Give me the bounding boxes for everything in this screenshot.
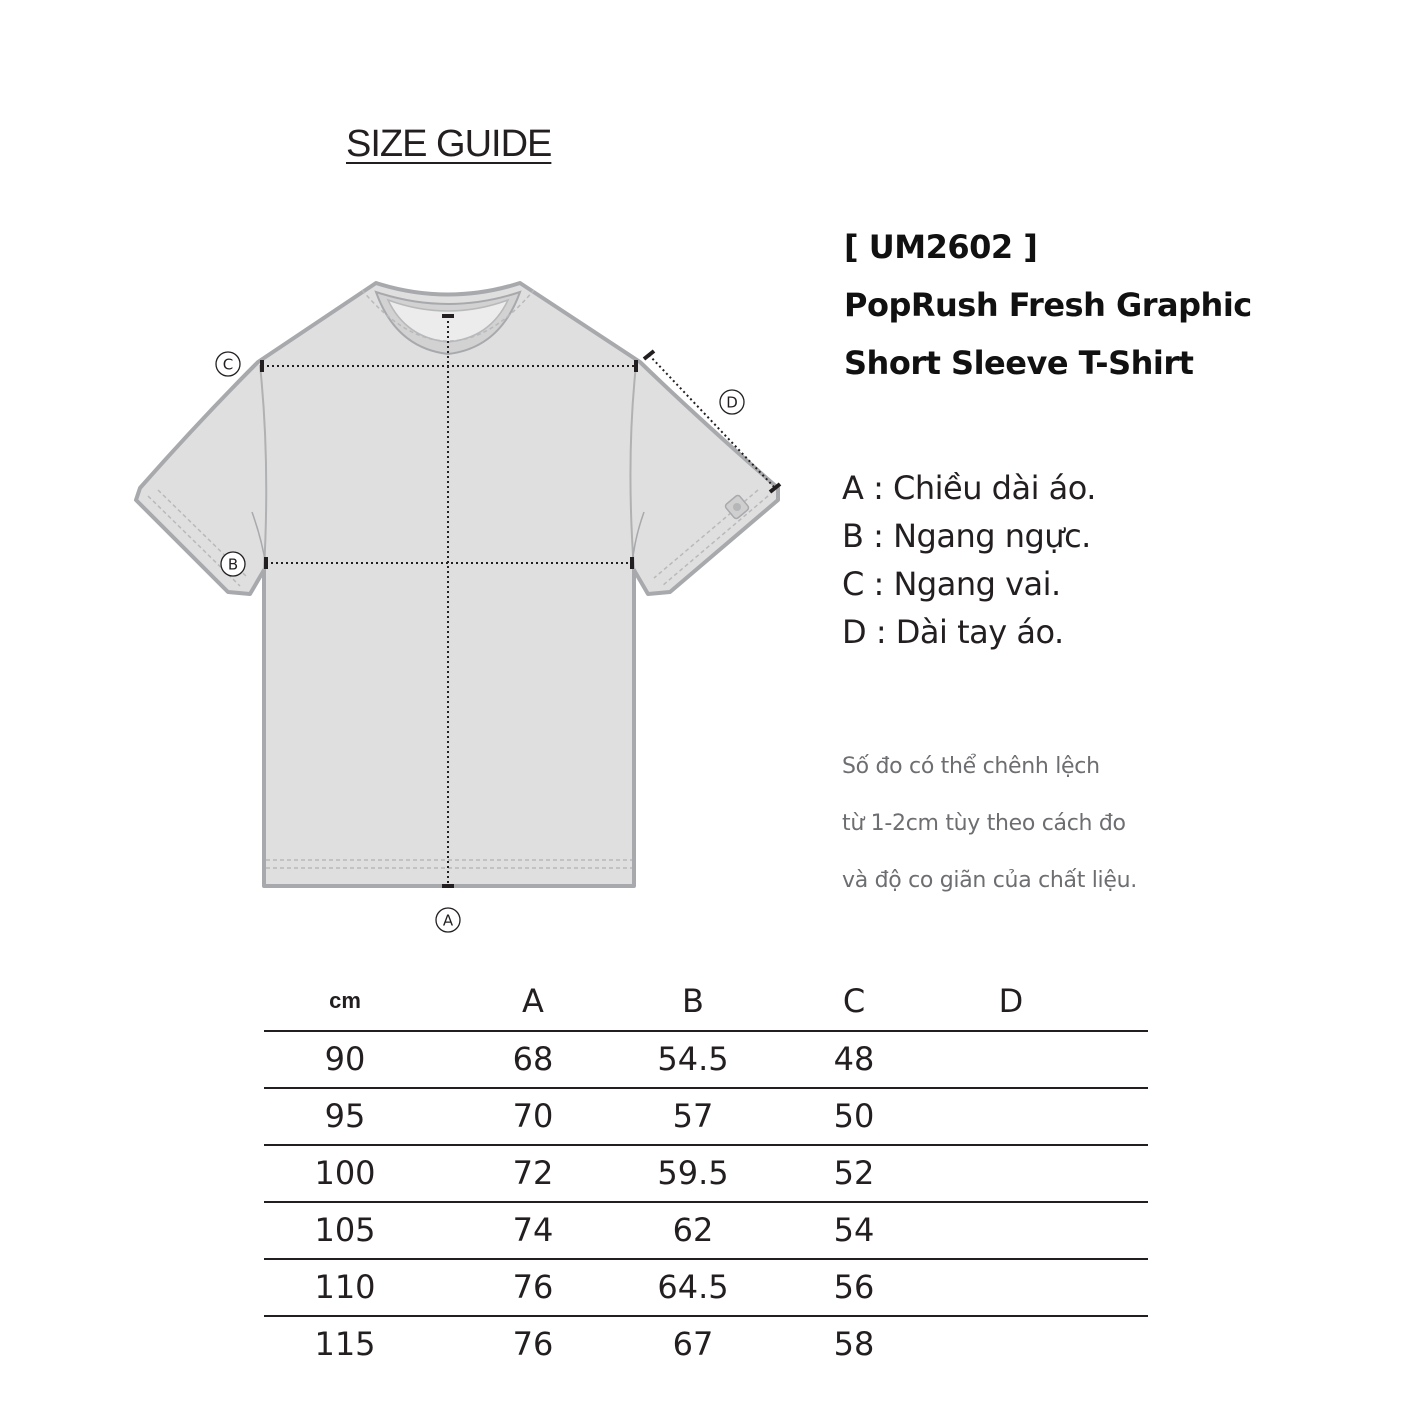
label-c-marker <box>216 352 240 376</box>
header-d: D <box>998 982 1024 1020</box>
legend-item-a: A : Chiều dài áo. <box>842 469 1096 507</box>
cell-b: 59.5 <box>657 1154 729 1192</box>
cell-b: 54.5 <box>657 1040 729 1078</box>
cell-size: 100 <box>314 1154 376 1192</box>
table-row <box>264 1317 1148 1372</box>
svg-text:C: C <box>222 355 234 374</box>
cell-b: 67 <box>672 1325 714 1363</box>
size-table <box>264 972 1148 1372</box>
cell-a: 72 <box>512 1154 554 1192</box>
cell-a: 74 <box>512 1211 554 1249</box>
label-b-marker <box>221 552 245 576</box>
product-code: [ UM2602 ] <box>844 228 1038 266</box>
svg-text:B: B <box>227 555 239 574</box>
cell-a: 70 <box>512 1097 554 1135</box>
page-title: SIZE GUIDE <box>346 123 552 165</box>
table-row <box>264 1146 1148 1203</box>
header-b: B <box>682 982 704 1020</box>
cell-a: 68 <box>512 1040 554 1078</box>
cell-c: 56 <box>833 1268 875 1306</box>
note-line: Số đo có thể chênh lệch <box>842 754 1100 779</box>
cell-size: 110 <box>314 1268 376 1306</box>
svg-text:D: D <box>726 393 738 412</box>
cell-a: 76 <box>512 1268 554 1306</box>
cell-c: 52 <box>833 1154 875 1192</box>
note-line: và độ co giãn của chất liệu. <box>842 868 1137 893</box>
cell-size: 115 <box>314 1325 376 1363</box>
legend-item-c: C : Ngang vai. <box>842 565 1061 603</box>
cell-c: 58 <box>833 1325 875 1363</box>
header-a: A <box>522 982 544 1020</box>
table-row <box>264 1203 1148 1260</box>
label-d-marker <box>720 390 744 414</box>
header-c: C <box>842 982 866 1020</box>
cell-size: 90 <box>324 1040 366 1078</box>
legend-item-d: D : Dài tay áo. <box>842 613 1064 651</box>
cell-size: 95 <box>324 1097 366 1135</box>
table-row <box>264 1089 1148 1146</box>
product-name-line2: Short Sleeve T-Shirt <box>844 344 1194 382</box>
header-unit: cm <box>329 988 361 1013</box>
tshirt-diagram <box>120 270 800 940</box>
cell-b: 62 <box>672 1211 714 1249</box>
svg-text:A: A <box>442 911 454 930</box>
product-title <box>844 218 1252 392</box>
table-row <box>264 1260 1148 1317</box>
product-name-line1: PopRush Fresh Graphic <box>844 286 1252 324</box>
measurement-legend <box>842 464 1096 656</box>
table-row <box>264 1032 1148 1089</box>
note-line: từ 1-2cm tùy theo cách đo <box>842 811 1126 836</box>
label-a-marker <box>436 908 460 932</box>
legend-item-b: B : Ngang ngực. <box>842 517 1091 555</box>
cell-b: 64.5 <box>657 1268 729 1306</box>
cell-size: 105 <box>314 1211 376 1249</box>
cell-a: 76 <box>512 1325 554 1363</box>
measurement-note <box>842 738 1137 909</box>
table-header <box>264 972 1148 1032</box>
cell-b: 57 <box>672 1097 714 1135</box>
cell-c: 54 <box>833 1211 875 1249</box>
cell-c: 48 <box>833 1040 875 1078</box>
cell-c: 50 <box>833 1097 875 1135</box>
